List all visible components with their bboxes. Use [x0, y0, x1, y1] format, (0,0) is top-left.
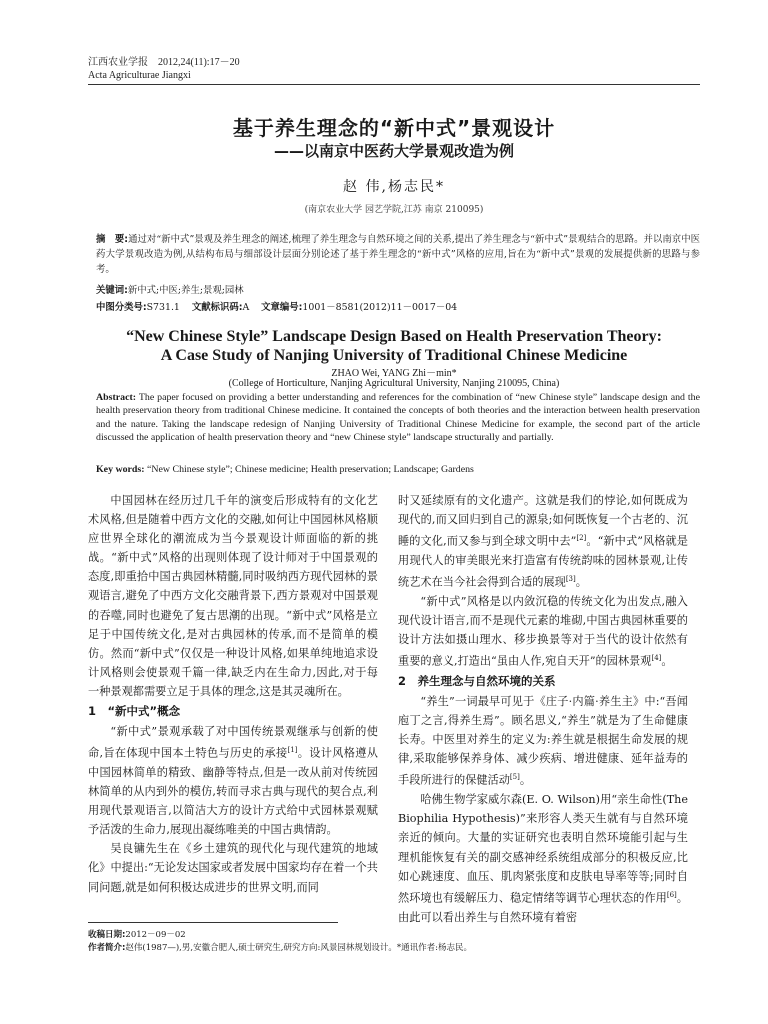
keywords-en-text: “New Chinese style”; Chinese medicine; Health preservation; Landscape; Gardens [147, 464, 474, 475]
section-heading: 2 养生理念与自然环境的关系 [398, 674, 556, 689]
authors-cn: 赵 伟,杨志民* [343, 179, 445, 195]
journal-header [88, 56, 240, 82]
doc-code-label: 文献标识码: [191, 302, 243, 313]
footnote-author-bio: 作者简介:赵伟(1987—),男,安徽合肥人,硕士研究生,研究方向:风景园林规划设计。*通讯作者:杨志民。 [88, 943, 472, 953]
keywords-cn-label: 关键词: [96, 285, 128, 296]
keywords-cn-text: 新中式;中医;养生;景观;园林 [127, 285, 244, 296]
clc-label: 中图分类号: [96, 302, 147, 313]
body-paragraph: “新中式”风格是以内敛沉稳的传统文化为出发点,融入现代设计语言,而不是现代元素的堆砌,中国古典园林重要的设计方法如摄山理水、移步换景等对于当代的设计依然有重要的意义,打造出“虽由人作,宛自天开”的园林景观[4]。 [398, 594, 688, 668]
keywords-en-label: Key words: [96, 464, 145, 475]
paper-title-cn: 基于养生理念的“新中式”景观设计 [232, 116, 556, 140]
abstract-en [96, 391, 700, 444]
abstract-en-label: Abstract: [96, 392, 137, 403]
section-heading: 1 “新中式”概念 [88, 704, 181, 719]
journal-name-cn: 江西农业学报 2012,24(11):17－20 [88, 57, 240, 68]
citation: [6] [666, 890, 677, 899]
body-paragraph: 中国园林在经历过几千年的演变后形成特有的文化艺术风格,但是随着中西方文化的交融,如何让中国园林风格顺应世界全球化的潮流成为当今景观设计师面临的新的挑战。“新中式”风格的出现则体现了设计师对于中国景观的态度,即重拾中国古典园林精髓,同时吸纳西方现代园林的景观语言,避免了中西方文化交融背景下,西方景观对中国景观的吞噬,同时也避免了复古思潮的出现。“新中式”风格是立足于中国传统文化,是对古典园林的传承,而不是简单的模仿。然而“新中式”仅仅是一种设计风格,如果单纯地追求设计风格则会使景观千篇一律,缺乏内在生命力,因此,对于每一种景观都需要立足于具体的理念,这是其灵魂所在。 [88, 494, 378, 698]
clc-value: S731.1 [146, 302, 180, 313]
affiliation-cn: (南京农业大学 园艺学院,江苏 南京 210095) [304, 205, 484, 215]
abstract-en-text: The paper focused on providing a better understanding and references for the combination of “new Chinese style” landscape design and the health preservation theory from traditional Chinese medicine. It contained the concepts of both theories and the interaction between health preservation and the nature. Taking the landscape redesign of Nanjing University of Traditional Chinese Medicine for example, the second part of the article discussed the application of health preservation theory and “new Chinese style” landscape structurally and partially. [96, 392, 700, 443]
footnote-received: 收稿日期:2012－09－02 [88, 930, 186, 940]
citation: [1] [287, 746, 298, 755]
abstract-cn-label: 摘 要: [96, 234, 129, 245]
abstract-cn-text: 通过对“新中式”景观及养生理念的阐述,梳理了养生理念与自然环境之间的关系,提出了养生理念与“新中式”景观结合的思路。并以南京中医药大学景观改造为例,从结构布局与细部设计层面分别论述了基于养生理念的“新中式”风格的应用,旨在为“新中式”景观的发展提供新的思路与参考。 [96, 234, 701, 275]
article-no-label: 文章编号: [261, 302, 303, 313]
citation: [2] [576, 534, 587, 543]
body-paragraph: “养生”一词最早可见于《庄子·内篇·养生主》中:“吾闻庖丁之言,得养生焉”。顾名思义,“养生”就是为了生命健康长寿。中医里对养生的定义为:养生就是根据生命发展的规律,采取能够保养身体、减少疾病、增进健康、延年益寿的手段所进行的保健活动[5]。 [398, 695, 688, 788]
body-paragraph: 哈佛生物学家威尔森(E. O. Wilson)用“亲生命性(The Biophilia Hypothesis)”来形容人类天生就有与自然环境亲近的倾向。大量的实证研究也表明自然环境能引起与生理机能恢复有关的副交感神经系统组成部分的积极反应,比如心跳速度、血压、肌肉紧张度和皮肤电导率等等;同时自然环境也有缓解压力、稳定情绪等调节心理状态的作用[6]。由此可以看出养生与自然环境有着密 [398, 793, 688, 924]
citation: [4] [651, 654, 662, 663]
body-column-right [398, 491, 688, 927]
citation: [3] [565, 575, 576, 584]
affiliation-en: (College of Horticulture, Nanjing Agricultural University, Nanjing 210095, China) [228, 378, 560, 389]
paper-title-en: “New Chinese Style” Landscape Design Based on Health Preservation Theory: [126, 328, 662, 345]
body-column-left [88, 491, 378, 897]
doc-code-value: A [242, 302, 250, 313]
paper-title-en-line2: A Case Study of Nanjing University of Traditional Chinese Medicine [160, 347, 628, 364]
authors-en: ZHAO Wei, YANG Zhi－min* [331, 368, 457, 379]
keywords-cn [96, 282, 700, 296]
citation: [5] [509, 773, 520, 782]
paper-subtitle-cn: ——以南京中医药大学景观改造为例 [273, 142, 514, 160]
classification-cn [96, 299, 700, 313]
journal-name-en: Acta Agriculturae Jiangxi [88, 70, 191, 81]
footnote-rule [88, 922, 338, 923]
body-paragraph: 吴良镛先生在《乡土建筑的现代化与现代建筑的地域化》中提出:“无论发达国家或者发展中国家均存在着一个共同问题,就是如何积极达成进步的世界文明,而同 [88, 842, 378, 894]
abstract-cn [96, 232, 700, 277]
body-paragraph: 时又延续原有的文化遗产。这就是我们的悖论,如何既成为现代的,而又回归到自己的源泉;如何既恢复一个古老的、沉睡的文化,而又参与到全球文明中去”[2]。“新中式”风格就是用现代人的审美眼光来打造富有传统韵味的园林景观,让传统艺术在当今社会得到合适的展现[3]。 [398, 494, 688, 589]
article-no-value: 1001－8581(2012)11－0017－04 [302, 302, 458, 313]
header-rule [88, 84, 700, 85]
keywords-en [96, 464, 700, 475]
body-paragraph: “新中式”景观承载了对中国传统景观继承与创新的使命,旨在体现中国本土特色与历史的承接[1]。设计风格遵从中国园林简单的精致、幽静等特点,但是一改从前对传统园林简单的从内到外的模仿,转而寻求古典与现代的契合点,利用现代景观语言,以简洁大方的设计方式给中式园林景观赋予活泼的生命力,展现出凝练唯美的中国古典情韵。 [88, 725, 378, 837]
